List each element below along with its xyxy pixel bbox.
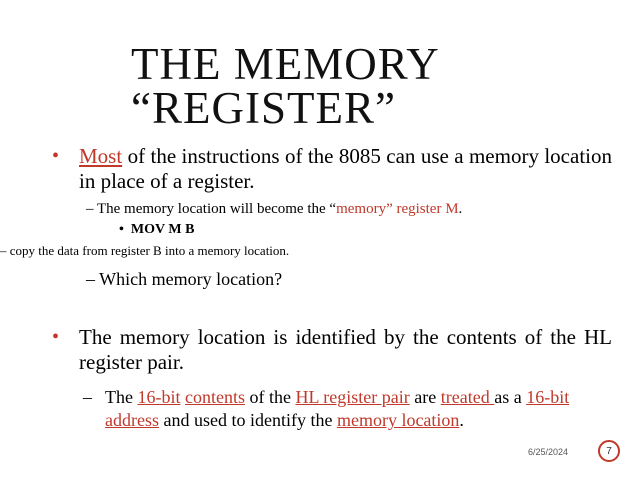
bullet-marker: • (52, 145, 60, 167)
sub1-post: . (458, 201, 463, 217)
bullet-hl-pair (52, 325, 612, 375)
text-segment: of the (244, 387, 296, 407)
dash: – (86, 201, 94, 217)
sub-bullet-memory-register (86, 200, 462, 218)
dash: – (86, 269, 95, 289)
most-link[interactable]: Most (79, 144, 123, 168)
text-segment: are (409, 387, 441, 407)
mov-text: MOV M B (130, 222, 195, 237)
sub1-pre: The memory location will become the “ (93, 201, 337, 217)
sub2-text: Which memory location? (95, 269, 283, 289)
text-segment: . (459, 410, 464, 430)
bullet2-text: The memory location is identified by the contents of the HL register pair. (79, 325, 612, 374)
link-treated[interactable]: treated (440, 387, 495, 407)
link-memory-location[interactable]: memory location (336, 410, 460, 430)
sub-bullet-16bit-address (83, 386, 613, 432)
slide-title (131, 39, 440, 133)
text-segment: The (105, 387, 138, 407)
bullet-most-instructions (52, 144, 612, 194)
link-contents[interactable]: contents (184, 387, 245, 407)
link-16-bit[interactable]: 16-bit (137, 387, 181, 407)
copy-description: – copy the data from register B into a memory location. (0, 243, 290, 258)
mov-instruction (119, 222, 194, 238)
bullet-marker: • (52, 326, 60, 348)
slide-date: 6/25/2024 (528, 447, 569, 457)
page-number: 7 (598, 440, 620, 462)
bullet1-text: of the instructions of the 8085 can use a memory location in place of a register. (79, 144, 612, 193)
link-16-bit-address[interactable]: 16-bit address (105, 387, 570, 430)
bullet-marker: • (119, 222, 124, 237)
sub1-highlight: memory” register M (336, 201, 459, 217)
text-segment: and used to identify the (158, 410, 337, 430)
text-segment: as a (494, 387, 527, 407)
title-line-2: “REGISTER” (131, 83, 396, 133)
link-hl-register-pair[interactable]: HL register pair (295, 387, 410, 407)
sub-bullet-which-location (86, 268, 282, 290)
dash: – (83, 387, 92, 407)
title-line-1: THE MEMORY (131, 39, 440, 89)
